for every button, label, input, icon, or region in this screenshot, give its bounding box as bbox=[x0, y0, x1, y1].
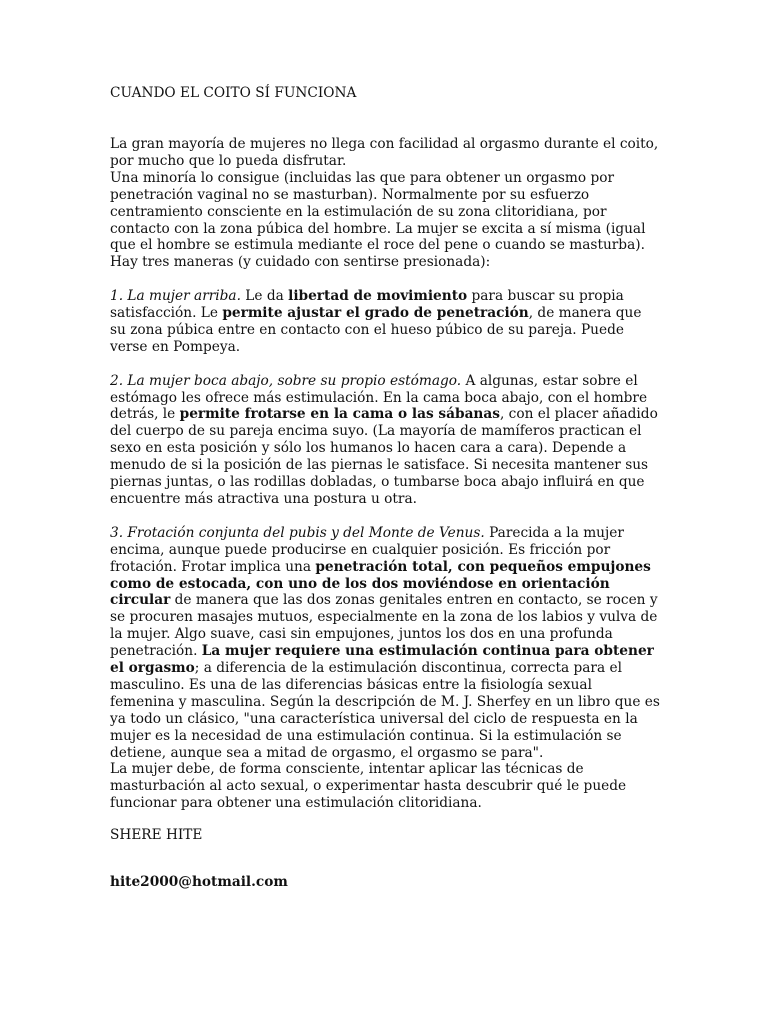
way-2-bold-1: permite frotarse en la cama o las sábanas bbox=[179, 406, 500, 423]
way-2-paragraph bbox=[110, 373, 660, 508]
document-title: CUANDO EL COITO SÍ FUNCIONA bbox=[110, 85, 357, 101]
way-3-paragraph bbox=[110, 525, 660, 762]
intro-paragraph-3: Hay tres maneras (y cuidado con sentirse presionada): bbox=[110, 254, 491, 271]
way-2-text-1: A algunas, estar sobre el estómago les ofrece más estimulación. En la cama boca abajo, con el hombre detrás, le bbox=[110, 372, 648, 423]
way-1-heading: 1. La mujer arriba. bbox=[110, 288, 241, 305]
way-3-bold-1: penetración total, con pequeños empujones como de estocada, con uno de los dos moviéndose en orientación circular bbox=[110, 558, 651, 609]
way-3-text-1: Parecida a la mujer encima, aunque puede producirse en cualquier posición. Es fricción por frotación. Frotar implica una bbox=[110, 524, 624, 575]
way-3-heading: 3. Frotación conjunta del pubis y del Monte de Venus. bbox=[110, 524, 485, 541]
author-email-link[interactable]: hite2000@hotmail.com bbox=[110, 874, 288, 891]
intro-paragraph-1: La gran mayoría de mujeres no llega con facilidad al orgasmo durante el coito, por mucho que lo pueda disfrutar. bbox=[110, 136, 659, 169]
spacer bbox=[110, 271, 660, 288]
spacer bbox=[110, 812, 660, 827]
way-2-heading: 2. La mujer boca abajo, sobre su propio estómago. bbox=[110, 372, 462, 389]
way-2-text-2: , con el placer añadido del cuerpo de su pareja encima suyo. (La mayoría de mamíferos practican el sexo en esta posición y sólo los humanos lo hacen cara a cara). Depende a menudo de si la posición de las piernas le satisface. Si necesita mantener sus piernas juntas, o las rodillas dobladas, o tumbarse boca abajo influirá en que encuentre más atractiva una postura u otra. bbox=[110, 406, 658, 507]
way-3-text-3: ; a diferencia de la estimulación discontinua, correcta para el masculino. Es una de las diferencias básicas entre la fisiología sexual femenina y masculina. Según la descripción de M. J. Sherfey en un libro que es ya todo un clásico, "una característica universal del ciclo de respuesta en la mujer es la necesidad de una estimulación continua. Si la estimulación se detiene, aunque sea a mitad de orgasmo, el orgasmo se para". bbox=[110, 660, 660, 761]
closing-paragraph: La mujer debe, de forma consciente, intentar aplicar las técnicas de masturbación al acto sexual, o experimentar hasta descubrir qué le puede funcionar para obtener una estimulación clitoridiana. bbox=[110, 761, 627, 812]
way-3-bold-2: La mujer requiere una estimulación continua para obtener el orgasmo bbox=[110, 643, 654, 677]
way-1-text-1: Le da bbox=[240, 288, 289, 305]
way-1-bold-2: permite ajustar el grado de penetración bbox=[222, 305, 529, 322]
author-signature: SHERE HITE bbox=[110, 827, 203, 844]
way-1-paragraph bbox=[110, 288, 660, 356]
way-1-text-3: , de manera que su zona púbica entre en contacto con el hueso púbico de su pareja. Puede verse en Pompeya. bbox=[110, 305, 642, 355]
way-1-bold-1: libertad de movimiento bbox=[288, 288, 468, 305]
intro-paragraph-2: Una minoría lo consigue (incluidas las que para obtener un orgasmo por penetración vaginal no se masturban). Normalmente por su esfuerzo centramiento consciente en la estimulación de su zona clitoridiana, por contacto con la zona púbica del hombre. La mujer se excita a sí misma (igual que el hombre se estimula mediante el roce del pene o cuando se masturba). bbox=[110, 169, 646, 254]
way-3-text-2: de manera que las dos zonas genitales entren en contacto, se rocen y se procuren masajes mutuos, especialmente en la zona de los labios y vulva de la mujer. Algo suave, casi sin empujones, juntos los dos en una profunda penetración. bbox=[110, 592, 658, 660]
spacer bbox=[110, 356, 660, 373]
spacer bbox=[110, 508, 660, 525]
spacer bbox=[110, 844, 660, 874]
document-page bbox=[110, 84, 660, 891]
way-1-text-2: para buscar su propia satisfacción. Le bbox=[110, 288, 624, 322]
